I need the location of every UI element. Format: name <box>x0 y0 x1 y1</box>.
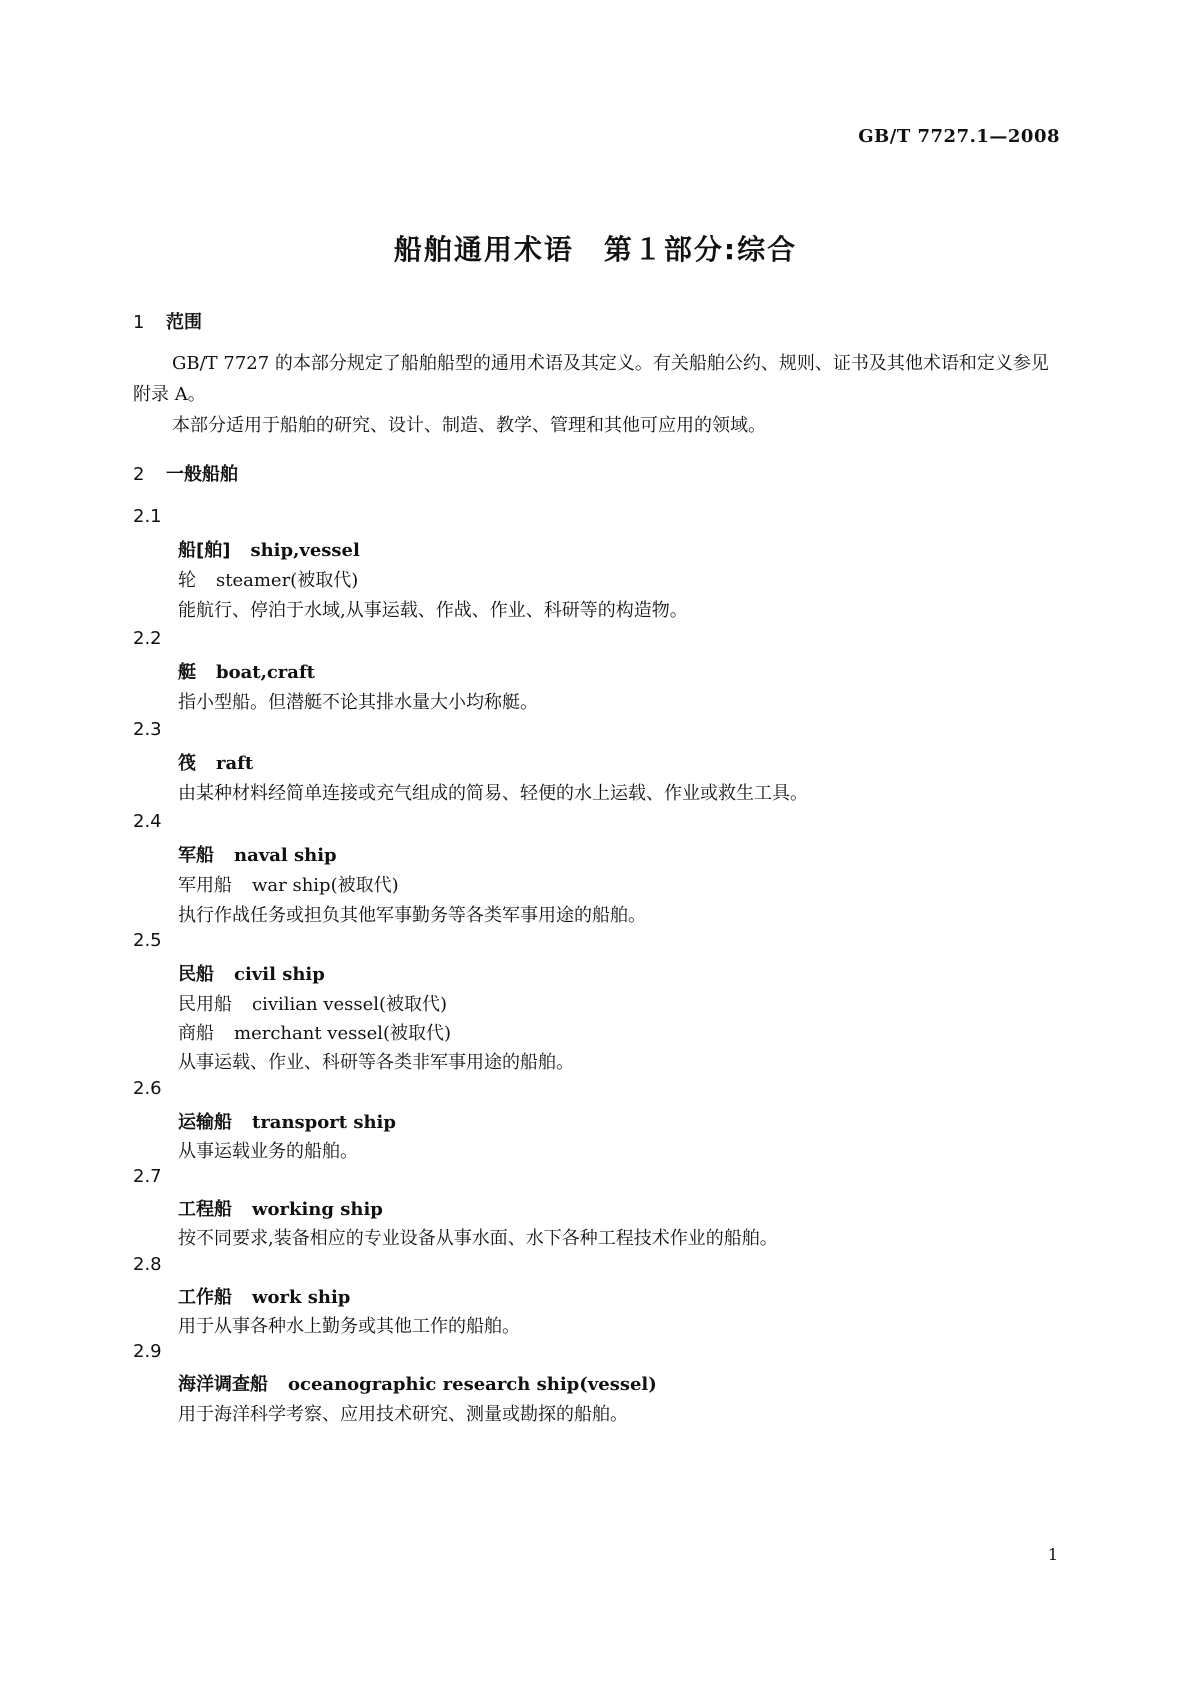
synonym-en: steamer(被取代) <box>216 570 359 591</box>
standard-code: GB/T 7727.1—2008 <box>858 126 1060 147</box>
term-line <box>178 1283 350 1309</box>
entry-number: 2.7 <box>133 1166 162 1187</box>
term-line <box>178 658 315 684</box>
synonym-line <box>178 1019 451 1045</box>
section-title: 一般船舶 <box>166 464 238 485</box>
definition: 按不同要求,装备相应的专业设备从事水面、水下各种工程技术作业的船舶。 <box>178 1228 778 1249</box>
term-zh: 艇 <box>178 662 196 683</box>
definition: 由某种材料经简单连接或充气组成的简易、轻便的水上运载、作业或救生工具。 <box>178 783 808 804</box>
synonym-en: war ship(被取代) <box>252 875 399 896</box>
section-number: 2 <box>133 464 145 485</box>
term-en: ship,vessel <box>250 540 360 561</box>
definition: 能航行、停泊于水域,从事运载、作战、作业、科研等的构造物。 <box>178 600 688 621</box>
entry-number: 2.4 <box>133 811 162 832</box>
term-en: oceanographic research ship(vessel) <box>288 1374 657 1395</box>
synonym-line <box>178 566 358 592</box>
term-zh: 海洋调查船 <box>178 1374 268 1395</box>
term-zh: 民船 <box>178 964 214 985</box>
synonym-zh: 轮 <box>178 570 196 591</box>
term-line <box>178 1370 657 1396</box>
synonym-line <box>178 871 399 897</box>
term-zh: 运输船 <box>178 1112 232 1133</box>
term-line <box>178 1195 383 1221</box>
term-zh: 筏 <box>178 753 196 774</box>
term-zh: 军船 <box>178 845 214 866</box>
term-line <box>178 960 325 986</box>
entry-number: 2.5 <box>133 930 162 951</box>
definition: 执行作战任务或担负其他军事勤务等各类军事用途的船舶。 <box>178 905 646 926</box>
entry-number: 2.3 <box>133 719 162 740</box>
term-zh: 工作船 <box>178 1287 232 1308</box>
synonym-zh: 商船 <box>178 1023 214 1044</box>
section-heading-scope <box>133 308 202 334</box>
term-line <box>178 841 337 867</box>
entry-number: 2.9 <box>133 1341 162 1362</box>
term-zh: 船[舶] <box>178 540 231 561</box>
synonym-line <box>178 990 447 1016</box>
section-number: 1 <box>133 312 145 333</box>
definition: 用于从事各种水上勤务或其他工作的船舶。 <box>178 1316 520 1337</box>
term-line <box>178 749 253 775</box>
synonym-en: merchant vessel(被取代) <box>234 1023 452 1044</box>
definition: 指小型船。但潜艇不论其排水量大小均称艇。 <box>178 692 538 713</box>
term-en: transport ship <box>252 1112 396 1133</box>
synonym-zh: 民用船 <box>178 994 232 1015</box>
entry-number: 2.1 <box>133 506 162 527</box>
term-en: work ship <box>252 1287 351 1308</box>
term-en: boat,craft <box>216 662 315 683</box>
synonym-zh: 军用船 <box>178 875 232 896</box>
definition: 用于海洋科学考察、应用技术研究、测量或勘探的船舶。 <box>178 1404 628 1425</box>
synonym-en: civilian vessel(被取代) <box>252 994 448 1015</box>
section-title: 范围 <box>166 312 202 333</box>
term-en: working ship <box>252 1199 383 1220</box>
entry-number: 2.2 <box>133 628 162 649</box>
scope-paragraph-2 <box>133 410 1063 441</box>
term-en: naval ship <box>234 845 337 866</box>
definition: 从事运载、作业、科研等各类非军事用途的船舶。 <box>178 1052 574 1073</box>
page-number: 1 <box>1047 1545 1058 1564</box>
term-zh: 工程船 <box>178 1199 232 1220</box>
scope-text-1: GB/T 7727 的本部分规定了船舶船型的通用术语及其定义。有关船舶公约、规则、证书及其他术语和定义参见附录 A。 <box>133 353 1049 405</box>
entry-number: 2.8 <box>133 1254 162 1275</box>
definition: 从事运载业务的船舶。 <box>178 1141 358 1162</box>
term-en: raft <box>216 753 254 774</box>
term-line <box>178 1108 396 1134</box>
scope-text-2: 本部分适用于船舶的研究、设计、制造、教学、管理和其他可应用的领域。 <box>172 415 766 436</box>
scope-paragraph-1 <box>133 348 1063 410</box>
term-en: civil ship <box>234 964 325 985</box>
section-heading-general-ships <box>133 460 238 486</box>
term-line <box>178 536 360 562</box>
entry-number: 2.6 <box>133 1078 162 1099</box>
document-title: 船舶通用术语 第１部分:综合 <box>393 233 798 266</box>
